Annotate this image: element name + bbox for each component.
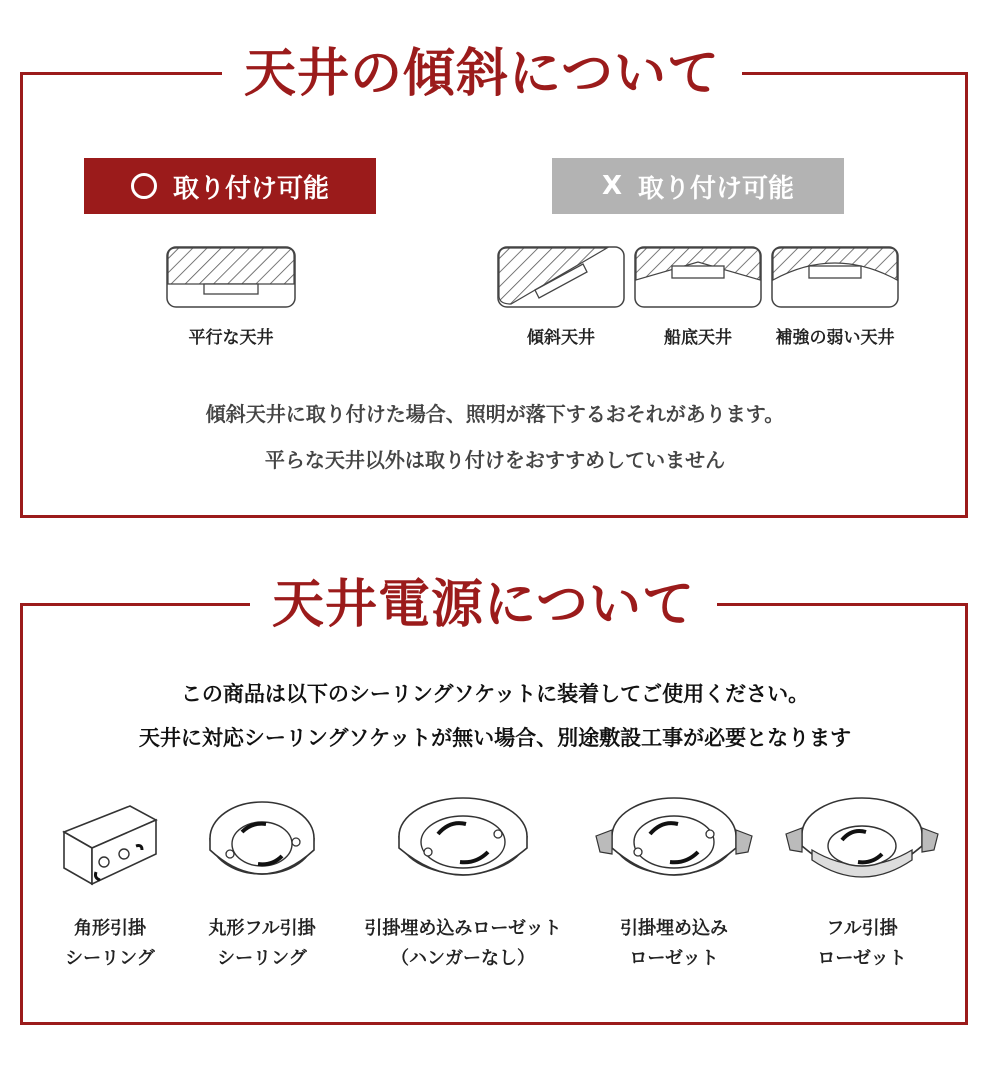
embedded-rosette-no-hanger-icon: [394, 794, 532, 892]
embedded-rosette-label-line1: 引掛埋め込み: [620, 918, 728, 939]
sloped-ceiling-caption: 傾斜天井: [527, 328, 595, 348]
full-hook-rosette-icon: [782, 794, 942, 892]
x-mark-icon: X: [601, 171, 623, 201]
socket-usage-text: この商品は以下のシーリングソケットに装着してご使用ください。: [180, 682, 810, 706]
fall-warning-text: 傾斜天井に取り付けた場合、照明が落下するおそれがあります。: [205, 402, 785, 426]
not-mountable-badge-label: 取り付け可能: [638, 173, 795, 204]
flat-ceiling-caption: 平行な天井: [188, 328, 274, 348]
boat-ceiling-caption: 船底天井: [664, 328, 732, 348]
round-full-socket-label: [192, 914, 332, 974]
full-hook-rosette-label-line2: ローゼット: [817, 948, 907, 969]
embedded-rosette-label: [604, 914, 744, 974]
square-socket-label-line1: 角形引掛: [74, 918, 146, 939]
round-full-ceiling-socket-icon: [206, 798, 318, 890]
wiring-work-text: 天井に対応シーリングソケットが無い場合、別途敷設工事が必要となります: [138, 726, 852, 750]
not-mountable-badge: [552, 158, 844, 214]
mountable-badge: [84, 158, 376, 214]
full-hook-rosette-label: [792, 914, 932, 974]
round-full-socket-label-line2: シーリング: [217, 948, 307, 969]
ceiling-power-title: 天井電源について: [250, 575, 717, 635]
ceiling-slope-title: 天井の傾斜について: [222, 44, 742, 104]
circle-ok-icon: [131, 173, 157, 199]
square-socket-label: [40, 914, 180, 974]
embedded-rosette-icon: [592, 794, 756, 892]
square-ceiling-socket-icon: [58, 796, 162, 888]
embedded-rosette-no-hanger-label: [350, 914, 576, 974]
embedded-rosette-no-hanger-label-line1: 引掛埋め込みローゼット: [364, 918, 562, 939]
weak-ceiling-caption: 補強の弱い天井: [775, 328, 895, 348]
boat-ceiling-figure: [634, 246, 762, 308]
weak-ceiling-figure: [771, 246, 899, 308]
full-hook-rosette-label-line1: フル引掛: [826, 918, 898, 939]
mountable-badge-label: 取り付け可能: [172, 173, 329, 204]
square-socket-label-line2: シーリング: [65, 948, 155, 969]
flat-only-text: 平らな天井以外は取り付けをおすすめしていません: [264, 448, 726, 472]
flat-ceiling-figure: [166, 246, 296, 308]
embedded-rosette-no-hanger-label-line2: （ハンガーなし）: [391, 948, 535, 969]
round-full-socket-label-line1: 丸形フル引掛: [208, 918, 316, 939]
sloped-ceiling-figure: [497, 246, 625, 308]
embedded-rosette-label-line2: ローゼット: [629, 948, 719, 969]
